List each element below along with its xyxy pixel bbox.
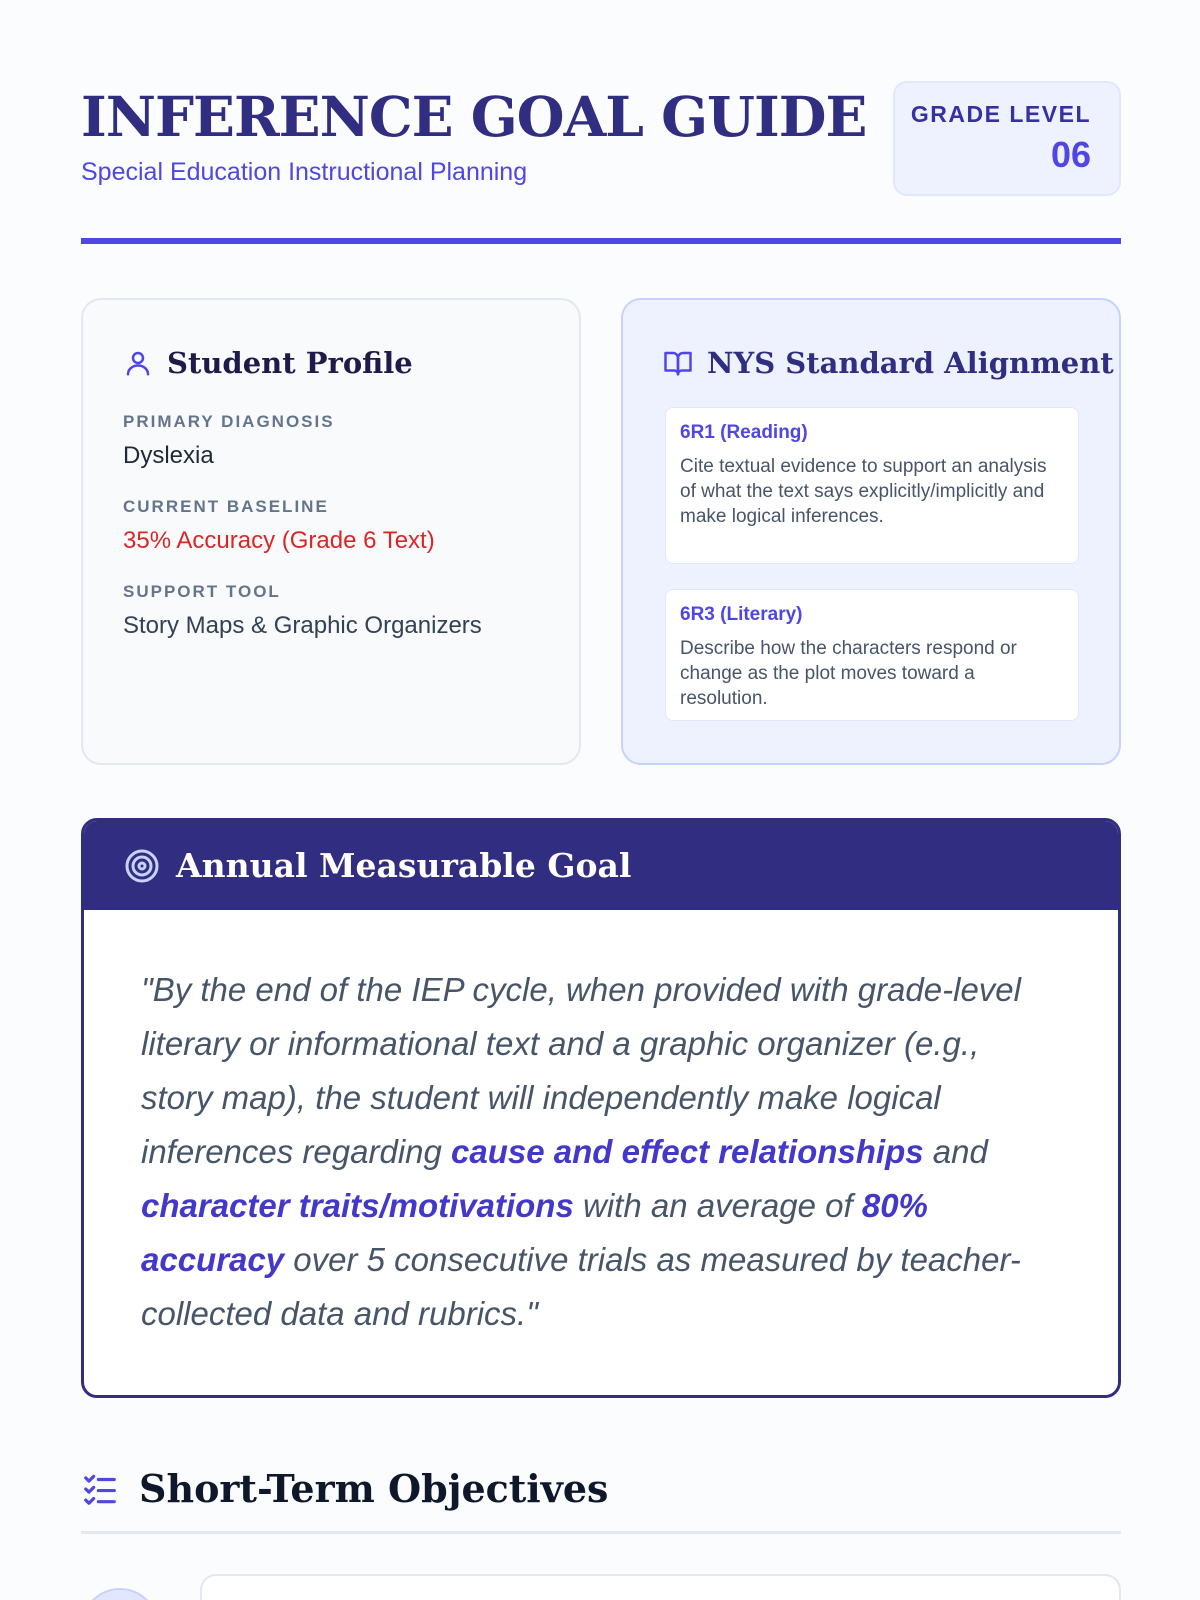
support-tool-field xyxy=(123,582,482,640)
standard-item xyxy=(665,407,1079,564)
book-icon xyxy=(663,348,693,378)
nys-standard-card xyxy=(621,298,1121,765)
standard-code: 6R1 (Reading) xyxy=(680,422,808,443)
standard-description: Cite textual evidence to support an analysis of what the text says explicitly/implicitly and make logical inferences. xyxy=(680,456,1047,527)
user-icon xyxy=(123,348,153,378)
nys-standard-header xyxy=(663,346,1114,380)
goal-highlight: 80% accuracy xyxy=(141,1187,928,1278)
nys-standard-title: NYS Standard Alignment xyxy=(707,346,1114,380)
student-profile-header xyxy=(123,346,413,380)
grade-level-label: GRADE LEVEL xyxy=(910,101,1091,127)
baseline-label: CURRENT BASELINE xyxy=(123,497,329,516)
checklist-icon xyxy=(81,1470,119,1508)
goal-text: over 5 consecutive trials as measured by teacher-collected data and rubrics." xyxy=(141,1241,1021,1332)
grade-level-value: 06 xyxy=(1050,134,1091,175)
diagnosis-value: Dyslexia xyxy=(123,442,214,469)
goal-highlight: character traits/motivations xyxy=(141,1187,574,1224)
standard-description: Describe how the characters respond or change as the plot moves toward a resolution. xyxy=(680,638,1017,709)
annual-goal-statement xyxy=(141,963,1056,1341)
page-title: INFERENCE GOAL GUIDE xyxy=(81,84,867,149)
baseline-value: 35% Accuracy (Grade 6 Text) xyxy=(123,527,435,554)
objective-number-badge xyxy=(81,1588,159,1600)
goal-text: "By the end of the IEP cycle, when provided with grade-level literary or informational text and a graphic organizer (e.g., story map), the student will independently make logical inferences regarding xyxy=(141,971,1021,1170)
support-tool-label: SUPPORT TOOL xyxy=(123,582,281,601)
grade-level-badge xyxy=(893,81,1121,196)
student-profile-card xyxy=(81,298,581,765)
standard-item xyxy=(665,589,1079,721)
annual-goal-header xyxy=(84,821,1118,910)
target-icon xyxy=(124,848,160,884)
standard-code: 6R3 (Literary) xyxy=(680,604,803,625)
header-divider xyxy=(81,238,1121,244)
annual-goal-panel xyxy=(81,818,1121,1398)
objectives-header xyxy=(81,1466,608,1511)
support-tool-value: Story Maps & Graphic Organizers xyxy=(123,612,482,639)
goal-text: and xyxy=(923,1133,988,1170)
page-subtitle: Special Education Instructional Planning xyxy=(81,158,528,186)
diagnosis-field xyxy=(123,412,335,470)
diagnosis-label: PRIMARY DIAGNOSIS xyxy=(123,412,335,431)
annual-goal-title: Annual Measurable Goal xyxy=(176,846,632,885)
baseline-field xyxy=(123,497,435,555)
goal-text: with an average of xyxy=(573,1187,862,1224)
objectives-title: Short-Term Objectives xyxy=(139,1466,609,1511)
objectives-divider xyxy=(81,1531,1121,1534)
objective-card xyxy=(200,1574,1121,1600)
student-profile-title: Student Profile xyxy=(167,346,413,380)
goal-highlight: cause and effect relationships xyxy=(451,1133,924,1170)
